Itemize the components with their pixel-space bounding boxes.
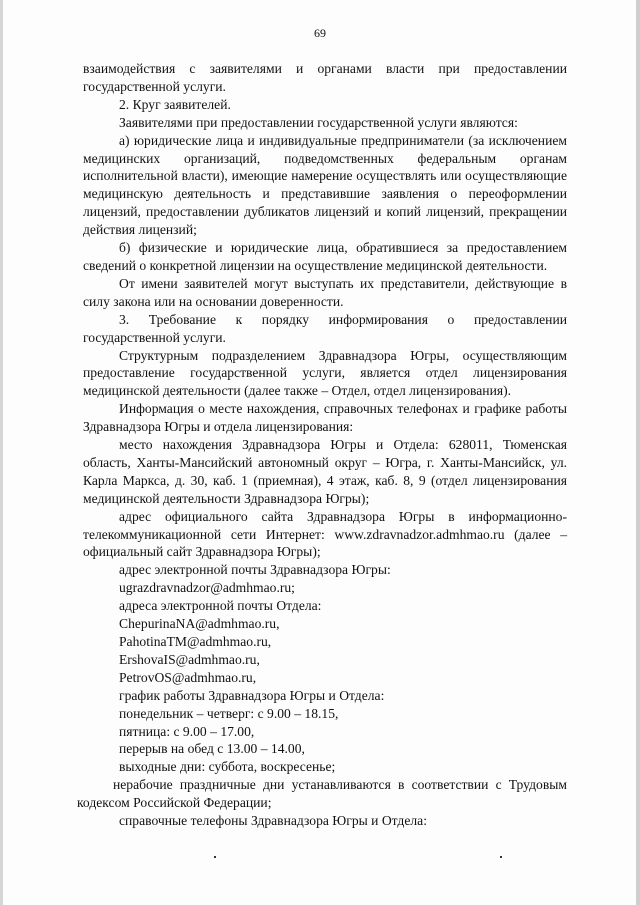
paragraph: Информация о месте нахождения, справочных телефонах и графике работы Здравнадзора Югры и отдела лицензирования: xyxy=(83,401,567,435)
scan-speck xyxy=(214,856,216,858)
email-heading: адрес электронной почты Здравнадзора Югры: xyxy=(119,562,391,578)
email-line: ErshovaIS@admhmao.ru, xyxy=(119,651,260,667)
scan-speck xyxy=(500,856,502,858)
holidays-paragraph: нерабочие праздничные дни устанавливаются в соответствии с Трудовым кодексом Российской Федерации; xyxy=(77,777,567,811)
email-line: ChepurinaNA@admhmao.ru, xyxy=(119,616,280,632)
paragraph: Структурным подразделением Здравнадзора Югры, осуществляющим предоставление государственной услуги, является отдел лицензирования медицинской деятельности (далее также – Отдел, отдел лицензирования). xyxy=(83,347,567,399)
scan-edge-left xyxy=(0,0,3,905)
address-paragraph: место нахождения Здравнадзора Югры и Отдела: 628011, Тюменская область, Ханты-Мансийский автономный округ – Югра, г. Ханты-Мансийск, ул. Карла Маркса, д. 30, каб. 1 (приемная), 4 этаж, каб. 8, 9 (отдел лицензирования медицинской деятельности Здравнадзора Югры); xyxy=(83,437,567,506)
phones-heading: справочные телефоны Здравнадзора Югры и Отдела: xyxy=(119,813,427,829)
schedule-line: перерыв на обед с 13.00 – 14.00, xyxy=(119,741,305,757)
scan-edge-right xyxy=(636,0,640,905)
email-line: PahotinaTM@admhmao.ru, xyxy=(119,634,272,649)
paragraph-continuation: взаимодействия с заявителями и органами власти при предоставлении государственной услуги. xyxy=(83,61,567,94)
schedule-line: выходные дни: суббота, воскресенье; xyxy=(119,759,336,775)
website-paragraph: адрес официального сайта Здравнадзора Югры в информационно-телекоммуникационной сети Интернет: www.zdravnadzor.admhmao.ru (далее – официальный сайт Здравнадзора Югры); xyxy=(83,508,567,560)
schedule-heading: график работы Здравнадзора Югры и Отдела: xyxy=(119,687,385,703)
email-line: ugrazdravnadzor@admhmao.ru; xyxy=(119,580,295,596)
paragraph: От имени заявителей могут выступать их представители, действующие в силу закона или на основании доверенности. xyxy=(83,275,567,309)
list-item-a: а) юридические лица и индивидуальные предприниматели (за исключением медицинских организаций, подведомственных федеральным органам исполнительной власти), имеющие намерение осуществлять или осуществляющие медицинскую деятельность и представившие заявления о переоформлении лицензий, предоставлении дубликатов лицензий и копий лицензий, прекращении действия лицензий; xyxy=(83,132,567,238)
page-number: 69 xyxy=(314,26,326,40)
paragraph: Заявителями при предоставлении государственной услуги являются: xyxy=(119,114,518,130)
document-body xyxy=(77,60,567,830)
department-email-heading: адреса электронной почты Отдела: xyxy=(119,598,322,614)
schedule-line: пятница: с 9.00 – 17.00, xyxy=(119,723,255,739)
email-line: PetrovOS@admhmao.ru, xyxy=(119,669,257,685)
list-item-b: б) физические и юридические лица, обратившиеся за предоставлением сведений о конкретной лицензии на осуществление медицинской деятельности. xyxy=(83,240,567,273)
section-heading-applicants: 2. Круг заявителей. xyxy=(119,96,231,112)
section-heading-informing: 3. Требование к порядку информирования о предоставлении государственной услуги. xyxy=(83,311,567,345)
schedule-line: понедельник – четверг: с 9.00 – 18.15, xyxy=(119,705,339,721)
